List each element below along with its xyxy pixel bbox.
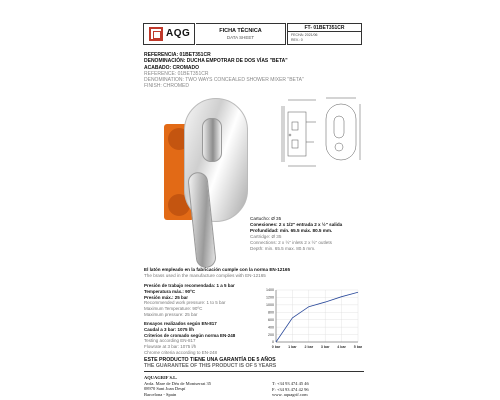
reference-en: REFERENCE: 01BET351CR bbox=[144, 70, 209, 77]
document-title: FICHA TÉCNICA bbox=[219, 28, 262, 34]
chart-y-tick-label: 400 bbox=[268, 325, 274, 330]
pressure-temp-en: Maximum Temperature: 90ºC bbox=[144, 306, 203, 312]
tests-standard-es: Ensayos realizados según EN-817 bbox=[144, 321, 217, 326]
header bbox=[140, 20, 365, 50]
footer-address-3: Barcelona - Spain bbox=[144, 391, 177, 397]
finish-es: ACABADO: CROMADO bbox=[144, 64, 199, 71]
chart-x-tick-label: 1 bar bbox=[288, 345, 297, 349]
footer-address-2: 08970 Sant Joan Despí bbox=[144, 386, 186, 391]
product-image bbox=[162, 90, 262, 265]
spec-depth: Profundidad: mín. 65.5 máx. 80.5 mm. bbox=[250, 228, 333, 233]
tests-info bbox=[144, 321, 254, 356]
chart-x-tick-label: 0 bar bbox=[271, 345, 281, 349]
pressure-temp-es: Temperatura máx.: 90ºC bbox=[144, 288, 196, 294]
footer-company: AQUAGRIF S.L. bbox=[144, 375, 178, 380]
reference-code: FT- 01BET351CR bbox=[287, 23, 362, 32]
pressure-max-es: Presión máx.: 25 bar bbox=[144, 294, 189, 300]
finish-en: FINISH: CHROMED bbox=[144, 83, 189, 90]
denomination-en: DENOMINATION: TWO WAYS CONCEALED SHOWER MIXER "BETA" bbox=[144, 77, 304, 84]
tests-chrome-es: Criterios de cromado según norma EN-248 bbox=[144, 332, 236, 338]
footer bbox=[144, 371, 364, 397]
pressure-max-en: Maximum pressure: 25 bar bbox=[144, 311, 198, 317]
guarantee bbox=[144, 357, 364, 370]
spec-cartridge: Cartucho: Ø 35 bbox=[250, 216, 282, 221]
chart-y-tick-label: 1400 bbox=[266, 288, 274, 293]
tests-flow-es: Caudal a 3 bar: 1075 l/h bbox=[144, 326, 195, 332]
meta-date: FECHA: 2021/06 bbox=[291, 33, 318, 37]
pressure-work-es: Presión de trabajo recomendada: 1 a 5 bar bbox=[144, 283, 235, 288]
pressure-info bbox=[144, 283, 249, 318]
guarantee-en: THE GUARANTEE OF THIS PRODUCT IS OF 5 YEARS bbox=[144, 363, 277, 370]
logo-text: AQG bbox=[166, 28, 191, 39]
chart-y-tick-label: 0 bbox=[272, 340, 274, 345]
footer-contact bbox=[272, 381, 362, 398]
chart-x-tick-label: 2 bar bbox=[304, 345, 314, 349]
chart-y-tick-label: 600 bbox=[268, 317, 274, 322]
chart-x-tick-label: 5 bar bbox=[353, 345, 362, 349]
tests-flow-en: Flowrate at 3 bar: 1075 l/h bbox=[144, 344, 197, 350]
brass-standard-en: The brass used in the manufacture complies with EN-12165 bbox=[144, 273, 266, 278]
data-sheet bbox=[140, 20, 365, 397]
document-subtitle: DATA SHEET bbox=[226, 35, 255, 40]
chart-y-tick-label: 1200 bbox=[266, 295, 274, 300]
brass-standard-es: El latón empleado en la fabricación cumple con la norma EN-12165 bbox=[144, 267, 291, 272]
company-logo bbox=[143, 23, 195, 45]
technical-drawing bbox=[280, 92, 362, 172]
chart-y-tick-label: 200 bbox=[268, 332, 274, 337]
tests-chrome-en: Chrome criteria according to EN-248 bbox=[144, 349, 218, 355]
pressure-work-en: Recommended work pressure: 1 to 5 bar bbox=[144, 300, 226, 306]
spec-cartridge-en: Cartridge: Ø 35 bbox=[250, 234, 282, 239]
reference-es: REFERENCIA: 01BET351CR bbox=[144, 52, 211, 58]
footer-phone: T: +34 93 474 45 46 bbox=[272, 381, 309, 386]
footer-address bbox=[144, 375, 254, 397]
denomination-es: DENOMINACIÓN: DUCHA EMPOTRAR DE DOS VÍAS "BETA" bbox=[144, 58, 288, 65]
specifications bbox=[250, 216, 365, 252]
diverter-knob-image bbox=[202, 118, 222, 162]
spec-connections-en: Connections: 2 x ½" inlets 2 x ½" outlets bbox=[250, 240, 332, 245]
footer-web[interactable]: www. aquagrif.com bbox=[272, 392, 308, 397]
guarantee-es: ESTE PRODUCTO TIENE UNA GARANTÍA DE 5 AÑOS bbox=[144, 357, 276, 363]
logo-square-icon bbox=[149, 27, 163, 41]
product-intro bbox=[144, 52, 364, 90]
document-title-box bbox=[196, 23, 286, 45]
document-meta bbox=[287, 32, 362, 45]
chart-y-tick-label: 800 bbox=[268, 310, 274, 315]
flow-chart bbox=[258, 286, 362, 352]
brass-standard bbox=[144, 267, 364, 279]
chart-y-tick-label: 1000 bbox=[266, 303, 274, 308]
chart-x-tick-label: 3 bar bbox=[320, 345, 330, 349]
spec-connections: Conexiones: 2 x 1/2" entrada 2 x ½" salida bbox=[250, 222, 343, 227]
spec-depth-en: Depth: min. 65.5 max. 80.5 mm. bbox=[250, 246, 316, 251]
chart-x-tick-label: 4 bar bbox=[337, 345, 346, 349]
meta-revision: REV.: 0 bbox=[291, 38, 303, 42]
footer-address-1: Avda. Mare de Déu de Montserrat 35 bbox=[144, 380, 212, 386]
footer-fax: F: +34 93 474 42 96 bbox=[272, 386, 309, 392]
tests-standard-en: Testing according EN-817 bbox=[144, 338, 196, 344]
